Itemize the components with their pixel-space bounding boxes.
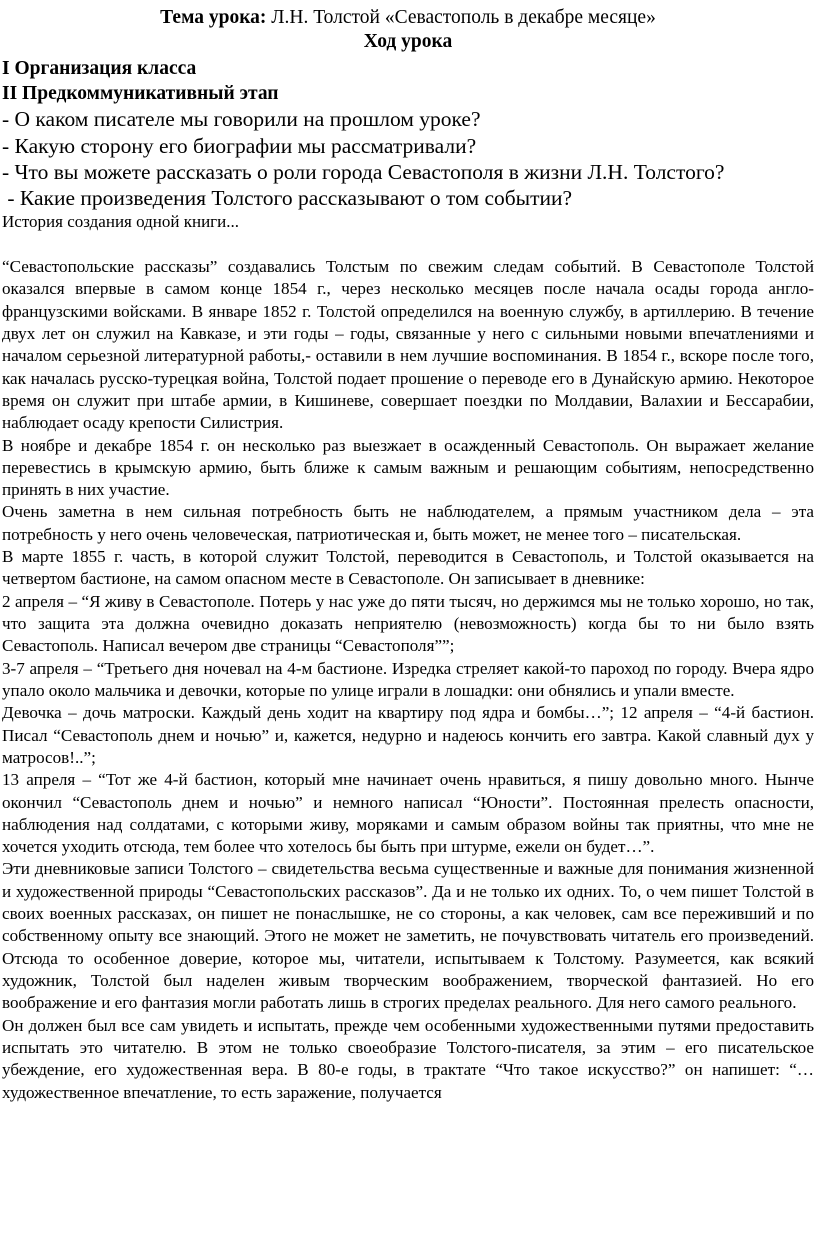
paragraph: Эти дневниковые записи Толстого – свидетельства весьма существенные и важные для понимания жизненной и художественной природы “Севастопольских рассказов”. Да и не только их одних. То, о чем пишет Толстой в своих военных рассказах, он пишет не понаслышке, не со стороны, а как человек, сам все переживший и по собственному опыту все знающий. Этого не может не заметить, не почувствовать читатель его произведений. Отсюда то особенное доверие, которое мы, читатели, испытываем к Толстому. Разумеется, как всякий художник, Толстой был наделен живым творческим воображением, творческой фантазией. Но его воображение и его фантазия могли работать лишь в строгих пределах реального. Для него самого реального. (2, 859, 814, 1013)
paragraph: 3-7 апреля – “Третьего дня ночевал на 4-м бастионе. Изредка стреляет какой-то пароход по городу. Вчера ядро упало около мальчика и девочки, которые по улице играли в лошадки: они обнялись и упали вместе. (2, 658, 814, 700)
paragraph: 13 апреля – “Тот же 4-й бастион, который мне начинает очень нравиться, я пишу довольно много. Нынче окончил “Севастополь днем и ночью” и немного написал “Юности”. Постоянная прелесть опасности, наблюдения над солдатами, с которыми живу, моряками и самым образом войны так приятны, что мне не хочется уходить отсюда, тем более что хотелось бы быть при штурме, ежели он будет…”. (2, 770, 814, 857)
paragraph: Очень заметна в нем сильная потребность быть не наблюдателем, а прямым участником дела – эта потребность у него очень человеческая, патриотическая и, быть может, не менее того – писательская. (2, 502, 814, 544)
topic-text: Л.Н. Толстой «Севастополь в декабре месяце» (271, 7, 656, 28)
paragraph: 2 апреля – “Я живу в Севастополе. Потерь у нас уже до пяти тысяч, но держимся мы не только хорошо, но так, что защита эта должна очевидно доказать неприятелю (невозможность) когда бы то ни было взять Севастополь. Написал вечером две страницы “Севастополя””; (2, 591, 814, 656)
paragraph: Девочка – дочь матроски. Каждый день ходит на квартиру под ядра и бомбы…”; 12 апреля – “4-й бастион. Писал “Севастополь днем и ночью” и, кажется, недурно и надеюсь кончить его завтра. Какой славный дух у матросов!..”; (2, 703, 814, 767)
paragraph: “Севастопольские рассказы” создавались Толстым по свежим следам событий. В Севастополе Толстой оказался впервые в самом конце 1854 г., через несколько месяцев после начала осады города англо-французскими войсками. В январе 1852 г. Толстой определился на военную службу, в артиллерию. В течение двух лет он служил на Кавказе, и эти годы – годы, связанные у него с сильными новыми впечатлениями и началом серьезной литературной работы,- оставили в нем лучшие воспоминания. В 1854 г., вскоре после того, как началась русско-турецкая война, Толстой подает прошение о переводе его в Дунайскую армию. Некоторое время он служит при штабе армии, в Кишиневе, совершает поездки по Молдавии, Валахии и Бессарабии, наблюдает осаду крепости Силистрия. (2, 257, 814, 433)
question-1: - О каком писателе мы говорили на прошлом уроке? (2, 107, 481, 131)
lesson-topic (0, 6, 816, 30)
question-2: - Какую сторону его биографии мы рассматривали? (2, 134, 477, 158)
paragraph: В марте 1855 г. часть, в которой служит Толстой, переводится в Севастополь, и Толстой оказывается на четвертом бастионе, на самом опасном месте в Севастополе. Он записывает в дневнике: (2, 547, 814, 589)
topic-label: Тема урока: (160, 7, 267, 28)
lesson-course-heading: Ход урока (363, 31, 453, 52)
question-4: - Какие произведения Толстого рассказывают о том событии? (2, 186, 573, 210)
paragraph: Он должен был все сам увидеть и испытать, прежде чем особенными художественными путями предоставить испытать это читателю. В этом не только своеобразие Толстого-писателя, за этим – его писательское убеждение, его художественная вера. В 80-е годы, в трактате “Что такое искусство?” он напишет: “…художественное впечатление, то есть заражение, получается (2, 1015, 814, 1102)
question-3: - Что вы можете рассказать о роли города Севастополя в жизни Л.Н. Толстого? (2, 160, 725, 184)
article-body (2, 256, 814, 1104)
stage-heading-1: I Организация класса (2, 58, 197, 79)
stage-heading-2: II Предкоммуникативный этап (2, 83, 279, 104)
book-history-caption: История создания одной книги... (2, 212, 239, 231)
paragraph: В ноябре и декабре 1854 г. он несколько раз выезжает в осажденный Севастополь. Он выражает желание перевестись в крымскую армию, быть ближе к самым важным и решающим событиям, непосредственно принять в них участие. (2, 435, 814, 500)
